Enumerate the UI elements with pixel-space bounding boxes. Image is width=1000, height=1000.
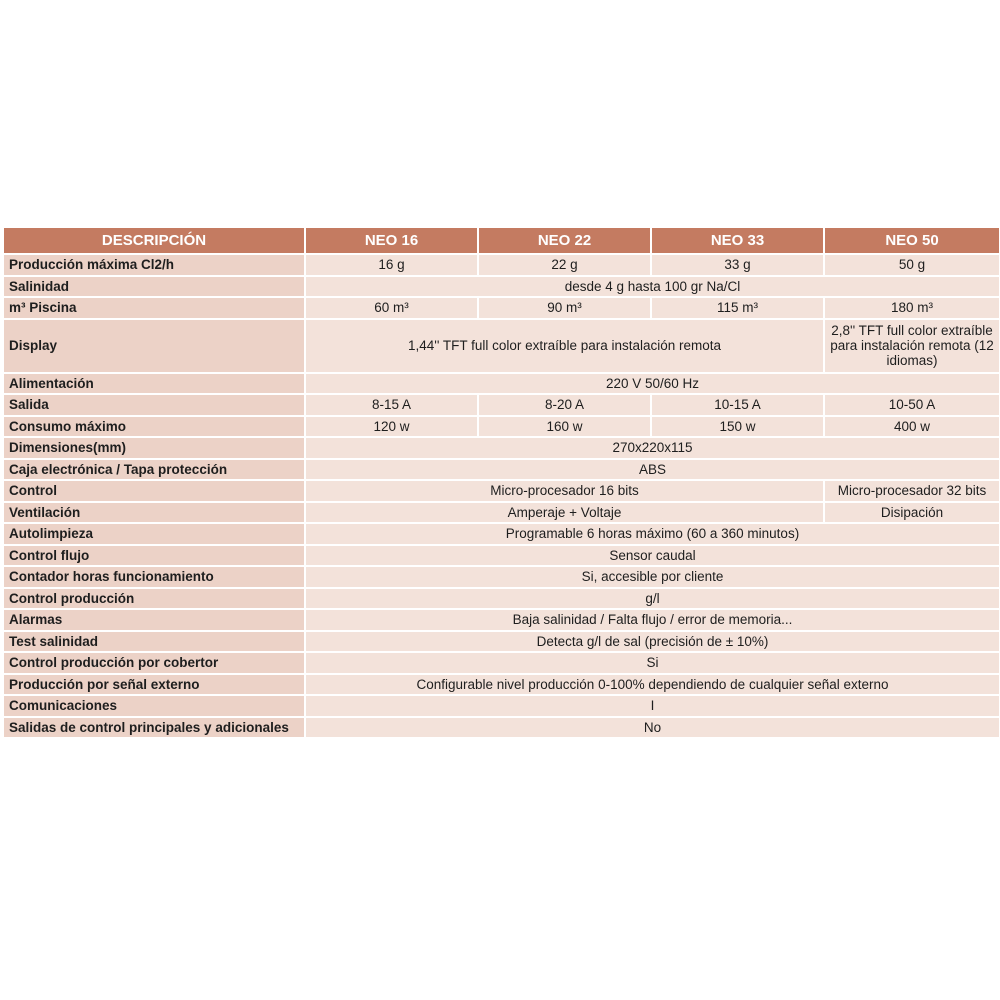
- row-value: ABS: [306, 460, 999, 480]
- row-value: Si, accesible por cliente: [306, 567, 999, 587]
- header-model-neo-16: NEO 16: [306, 228, 477, 253]
- row-value: 16 g: [306, 255, 477, 275]
- row-label: Salidas de control principales y adicionales: [4, 718, 304, 738]
- row-value: 220 V 50/60 Hz: [306, 374, 999, 394]
- row-label: Consumo máximo: [4, 417, 304, 437]
- table-row: [4, 589, 999, 609]
- row-value: 180 m³: [825, 298, 999, 318]
- row-value: 33 g: [652, 255, 823, 275]
- table-row: [4, 417, 999, 437]
- table-row: [4, 653, 999, 673]
- row-label: Control producción por cobertor: [4, 653, 304, 673]
- table-row: [4, 567, 999, 587]
- row-label: Contador horas funcionamiento: [4, 567, 304, 587]
- row-value: 22 g: [479, 255, 650, 275]
- row-label: m³ Piscina: [4, 298, 304, 318]
- row-label: Caja electrónica / Tapa protección: [4, 460, 304, 480]
- table-row: [4, 524, 999, 544]
- table-row: [4, 460, 999, 480]
- row-value: Micro-procesador 32 bits: [825, 481, 999, 501]
- row-label: Control producción: [4, 589, 304, 609]
- table-row: [4, 277, 999, 297]
- row-value: 8-20 A: [479, 395, 650, 415]
- row-value: 115 m³: [652, 298, 823, 318]
- header-model-neo-22: NEO 22: [479, 228, 650, 253]
- row-label: Autolimpieza: [4, 524, 304, 544]
- row-value: 10-50 A: [825, 395, 999, 415]
- row-value: 150 w: [652, 417, 823, 437]
- header-description: DESCRIPCIÓN: [4, 228, 304, 253]
- table-row: [4, 675, 999, 695]
- row-value: Configurable nivel producción 0-100% dependiendo de cualquier señal externo: [306, 675, 999, 695]
- header-model-neo-33: NEO 33: [652, 228, 823, 253]
- row-label: Display: [4, 320, 304, 372]
- row-value: 8-15 A: [306, 395, 477, 415]
- row-value: 400 w: [825, 417, 999, 437]
- row-value: 120 w: [306, 417, 477, 437]
- row-label: Salida: [4, 395, 304, 415]
- row-value: Baja salinidad / Falta flujo / error de memoria...: [306, 610, 999, 630]
- row-label: Comunicaciones: [4, 696, 304, 716]
- row-value: 160 w: [479, 417, 650, 437]
- row-value: Amperaje + Voltaje: [306, 503, 823, 523]
- table-row: [4, 298, 999, 318]
- row-label: Control flujo: [4, 546, 304, 566]
- table-row: [4, 696, 999, 716]
- row-value: g/l: [306, 589, 999, 609]
- row-value: 50 g: [825, 255, 999, 275]
- row-value: Si: [306, 653, 999, 673]
- row-label: Producción máxima Cl2/h: [4, 255, 304, 275]
- table-row: [4, 718, 999, 738]
- header-model-neo-50: NEO 50: [825, 228, 999, 253]
- row-label: Control: [4, 481, 304, 501]
- row-value: Micro-procesador 16 bits: [306, 481, 823, 501]
- table-row: [4, 395, 999, 415]
- row-value: 270x220x115: [306, 438, 999, 458]
- row-value: 60 m³: [306, 298, 477, 318]
- table-row: [4, 610, 999, 630]
- table-row: [4, 546, 999, 566]
- row-label: Salinidad: [4, 277, 304, 297]
- row-value: Programable 6 horas máximo (60 a 360 minutos): [306, 524, 999, 544]
- row-value: 2,8'' TFT full color extraíble para instalación remota (12 idiomas): [825, 320, 999, 372]
- row-value: 1,44'' TFT full color extraíble para instalación remota: [306, 320, 823, 372]
- table-row: [4, 632, 999, 652]
- row-value: No: [306, 718, 999, 738]
- spec-body: [4, 255, 999, 737]
- row-label: Dimensiones(mm): [4, 438, 304, 458]
- row-label: Test salinidad: [4, 632, 304, 652]
- table-row: [4, 374, 999, 394]
- table-row: [4, 481, 999, 501]
- table-row: [4, 503, 999, 523]
- table-row: [4, 438, 999, 458]
- row-value: 90 m³: [479, 298, 650, 318]
- row-value: I: [306, 696, 999, 716]
- row-value: Disipación: [825, 503, 999, 523]
- row-label: Producción por señal externo: [4, 675, 304, 695]
- header-row: [4, 228, 999, 253]
- table-row: [4, 255, 999, 275]
- row-label: Alimentación: [4, 374, 304, 394]
- row-value: Detecta g/l de sal (precisión de ± 10%): [306, 632, 999, 652]
- row-value: desde 4 g hasta 100 gr Na/Cl: [306, 277, 999, 297]
- row-label: Alarmas: [4, 610, 304, 630]
- row-value: 10-15 A: [652, 395, 823, 415]
- row-label: Ventilación: [4, 503, 304, 523]
- row-value: Sensor caudal: [306, 546, 999, 566]
- table-row: [4, 320, 999, 372]
- spec-table: [2, 226, 1000, 739]
